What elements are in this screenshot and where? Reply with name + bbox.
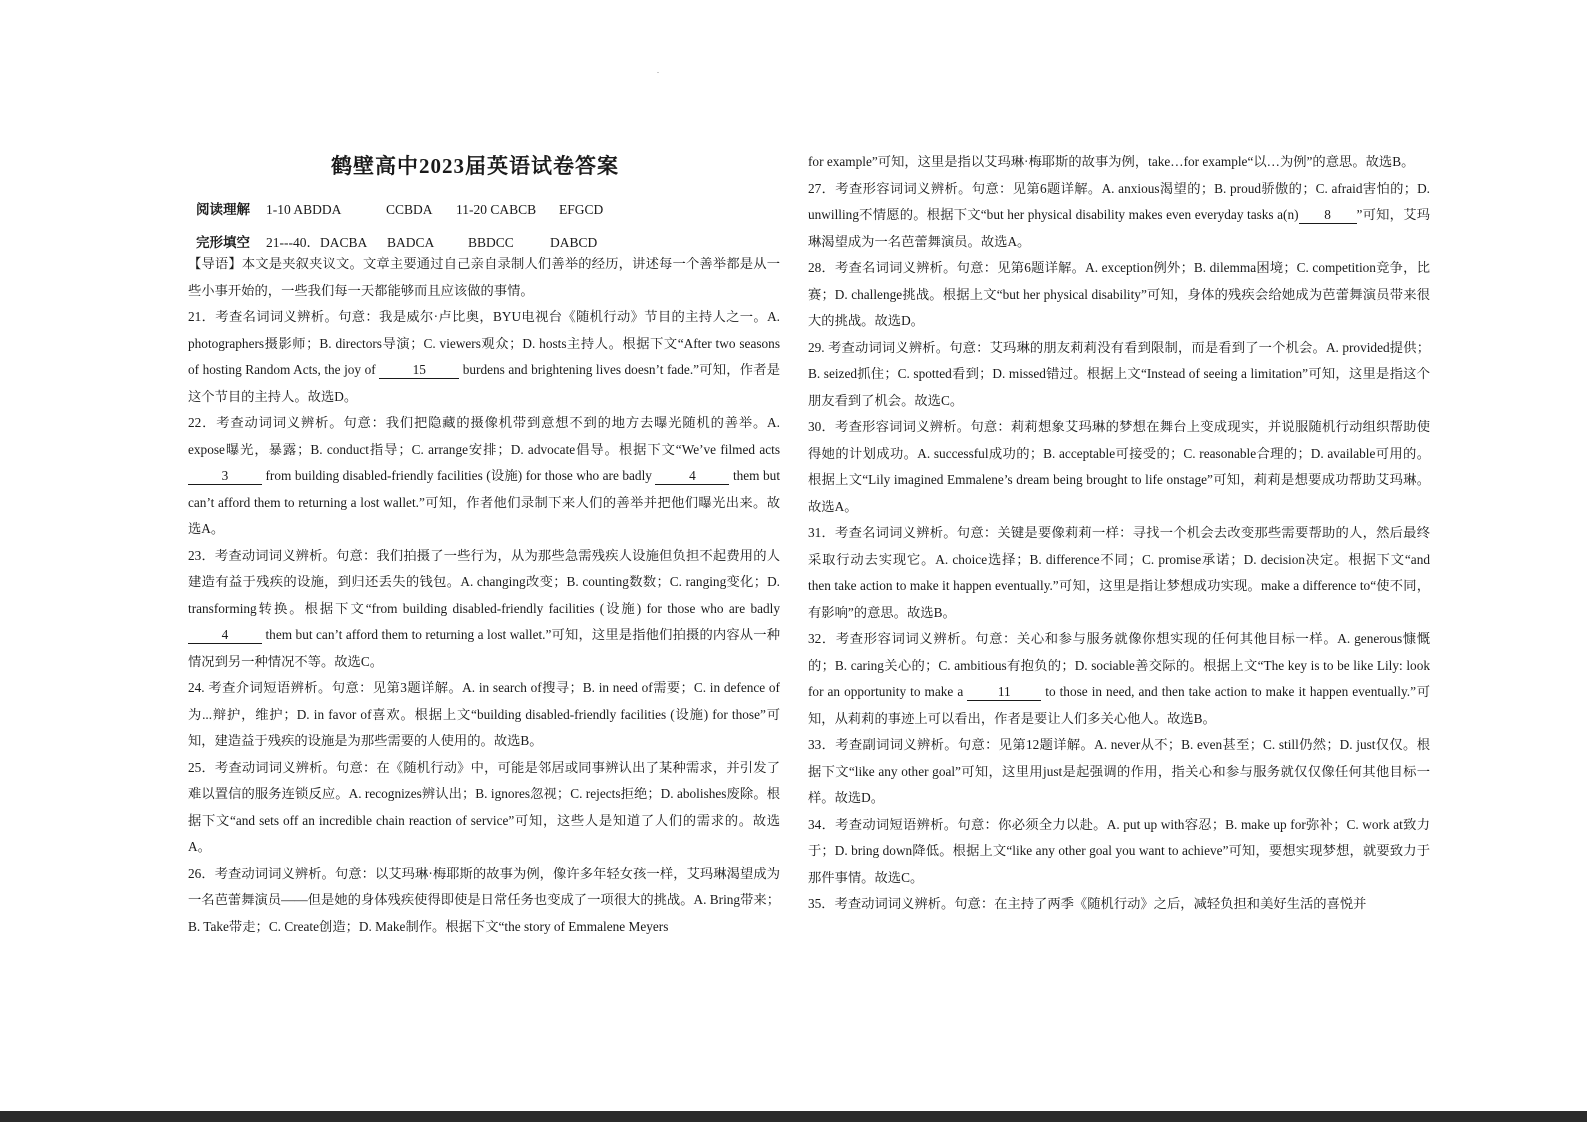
explanation-text: burdens and brightening lives doesn’t fade.”可知，作者是这个节目的主持人。故选D。 bbox=[188, 362, 781, 404]
explanation-26-cont: for example”可知，这里是指以艾玛琳·梅耶斯的故事为例，take…for example“以…为例”的意思。故选B。 bbox=[808, 154, 1415, 169]
cloze-answers bbox=[196, 231, 597, 251]
explanation-text: 32．考查形容词词义辨析。句意：关心和参与服务就像你想实现的任何其他目标一样。A. generous慷慨的；B. caring关心的；C. ambitious有抱负的；D. sociable善交际的。根据上文“The key is to be like Lily: look for an opportunity to make a bbox=[808, 631, 1430, 699]
blank-number: 4 bbox=[655, 468, 729, 485]
reading-answers bbox=[196, 198, 603, 218]
blank-number: 4 bbox=[188, 627, 262, 644]
explanation-21 bbox=[188, 304, 780, 410]
explanation-text: them but can’t afford them to returning a lost wallet.”可知，作者他们录制下来人们的善举并把他们曝光出来。故选A。 bbox=[188, 468, 781, 536]
blank-number: 15 bbox=[379, 362, 459, 379]
explanation-33: 33．考查副词词义辨析。句意：见第12题详解。A. never从不；B. even甚至；C. still仍然；D. just仅仅。根据下文“like any other goal”可知，这里用just是起强调的作用，指关心和参与服务就仅仅像任何其他目标一样。故选D。 bbox=[808, 737, 1430, 805]
bottom-edge-bar bbox=[0, 1111, 1587, 1122]
blank-number: 11 bbox=[967, 684, 1041, 701]
header-dot: . bbox=[657, 66, 659, 75]
right-column bbox=[808, 149, 1430, 918]
cloze-label: 完形填空 bbox=[196, 235, 250, 250]
reading-label: 阅读理解 bbox=[196, 202, 250, 217]
explanation-text: 23．考查动词词义辨析。句意：我们拍摄了一些行为，从为那些急需残疾人设施但负担不起费用的人建造有益于残疾的设施，到归还丢失的钱包。A. changing改变；B. counting数数；C. ranging变化；D. transforming转换。根据下文“from building disabled-friendly facilities (设施) for those who are badly bbox=[188, 547, 780, 616]
explanation-30: 30．考查形容词词义辨析。句意：莉莉想象艾玛琳的梦想在舞台上变成现实，并说服随机行动组织帮助使得她的计划成功。A. successful成功的；B. acceptable可接受的；C. reasonable合理的；D. available可用的。根据上文“Lily imagined Emmalene’s dream being brought to life onstage”可知，莉莉是想要成功帮助艾玛琳。故选A。 bbox=[808, 419, 1430, 514]
answer-group: BBDCC bbox=[468, 235, 514, 250]
answer-group: CCBDA bbox=[386, 202, 433, 217]
page-title: 鹤壁高中2023届英语试卷答案 bbox=[331, 154, 619, 178]
answer-group: DABCD bbox=[550, 235, 598, 250]
explanation-text: them but can’t afford them to returning a lost wallet.”可知，这里是指他们拍摄的内容从一种情况到另一种情况不等。故选C。 bbox=[188, 627, 780, 669]
explanation-text: 21．考查名词词义辨析。句意：我是威尔·卢比奥，BYU电视台《随机行动》节目的主持人之一。A. photographers摄影师；B. directors导演；C. viewers观众；D. hosts主持人。根据下文“After two seasons of hosting Random Acts, the joy of bbox=[188, 309, 780, 377]
intro-paragraph: 【导语】本文是夹叙夹议文。文章主要通过自己亲自录制人们善举的经历，讲述每一个善举都是从一些小事开始的，一些我们每一天都能够而且应该做的事情。 bbox=[188, 256, 780, 298]
explanation-25: 25．考查动词词义辨析。句意：在《随机行动》中，可能是邻居或同事辨认出了某种需求，并引发了难以置信的服务连锁反应。A. recognizes辨认出；B. ignores忽视；C. rejects拒绝；D. abolishes废除。根据下文“and sets off an incredible chain reaction of service”可知，这些人是知道了人们的需求的。故选A。 bbox=[188, 759, 780, 854]
explanation-29: 29. 考查动词词义辨析。句意：艾玛琳的朋友莉莉没有看到限制，而是看到了一个机会。A. provided提供；B. seized抓住；C. spotted看到；D. missed错过。根据上文“Instead of seeing a limitation”可知，这里是指这个朋友看到了机会。故选C。 bbox=[808, 339, 1430, 408]
blank-number: 8 bbox=[1299, 207, 1357, 224]
explanation-32 bbox=[808, 626, 1430, 732]
explanation-27 bbox=[808, 176, 1430, 256]
explanation-35: 35．考查动词词义辨析。句意：在主持了两季《随机行动》之后，减轻负担和美好生活的喜悦并 bbox=[808, 896, 1367, 911]
blank-number: 3 bbox=[188, 468, 262, 485]
explanation-text: 22．考查动词词义辨析。句意：我们把隐藏的摄像机带到意想不到的地方去曝光随机的善举。A. expose曝光，暴露；B. conduct指导；C. arrange安排；D. advocate倡导。根据下文“We’ve filmed acts bbox=[188, 415, 780, 457]
answer-group: 11-20 CABCB bbox=[456, 202, 537, 217]
explanation-text: to those in need, and then take action to make it happen eventually.”可知，从莉莉的事迹上可以看出，作者是要让人们多关心他人。故选B。 bbox=[808, 684, 1430, 726]
explanation-text: 27．考查形容词词义辨析。句意：见第6题详解。A. anxious渴望的；B. proud骄傲的；C. afraid害怕的；D. unwilling不情愿的。根据下文“but her physical disability makes even everyday tasks a(n) bbox=[808, 180, 1430, 222]
explanation-23 bbox=[188, 543, 780, 676]
explanation-28: 28．考查名词词义辨析。句意：见第6题详解。A. exception例外；B. dilemma困境；C. competition竞争，比赛；D. challenge挑战。根据上文“but her physical disability”可知，身体的残疾会给她成为芭蕾舞演员带来很大的挑战。故选D。 bbox=[808, 260, 1430, 328]
answer-group: 1-10 ABDDA bbox=[266, 202, 342, 217]
explanation-34: 34．考查动词短语辨析。句意：你必须全力以赴。A. put up with容忍；B. make up for弥补；C. work at致力于；D. bring down降低。根据上文“like any other goal you want to achieve”可知，要想实现梦想，就要致力于那件事情。故选C。 bbox=[808, 816, 1430, 885]
answer-group: BADCA bbox=[387, 235, 435, 250]
left-column bbox=[188, 251, 780, 940]
answer-group: EFGCD bbox=[559, 202, 604, 217]
explanation-text: from building disabled-friendly facilities (设施) for those who are badly bbox=[265, 468, 652, 483]
explanation-text: ”可知，艾玛琳渴望成为一名芭蕾舞演员。故选A。 bbox=[808, 207, 1430, 249]
answer-group: 21---40．DACBA bbox=[266, 235, 368, 250]
explanation-26: 26．考查动词词义辨析。句意：以艾玛琳·梅耶斯的故事为例，像许多年轻女孩一样，艾玛琳渴望成为一名芭蕾舞演员——但是她的身体残疾使得即使是日常任务也变成了一项很大的挑战。A. Bring带来；B. Take带走；C. Create创造；D. Make制作。根据下文“the story of Emmalene Meyers bbox=[188, 865, 780, 934]
explanation-24: 24. 考查介词短语辨析。句意：见第3题详解。A. in search of搜寻；B. in need of需要；C. in defence of为...辩护，维护；D. in favor of喜欢。根据上文“building disabled-friendly facilities (设施) for those”可知，建造益于残疾的设施是为那些需要的人使用的。故选B。 bbox=[188, 680, 780, 748]
explanation-22 bbox=[188, 410, 780, 543]
explanation-31: 31．考查名词词义辨析。句意：关键是要像莉莉一样：寻找一个机会去改变那些需要帮助的人，然后最终采取行动去实现它。A. choice选择；B. difference不同；C. promise承诺；D. decision决定。根据下文“and then take action to make it happen eventually.”可知，这里是指让梦想成功实现。make a difference to“使不同，有影响”的意思。故选B。 bbox=[808, 525, 1430, 620]
